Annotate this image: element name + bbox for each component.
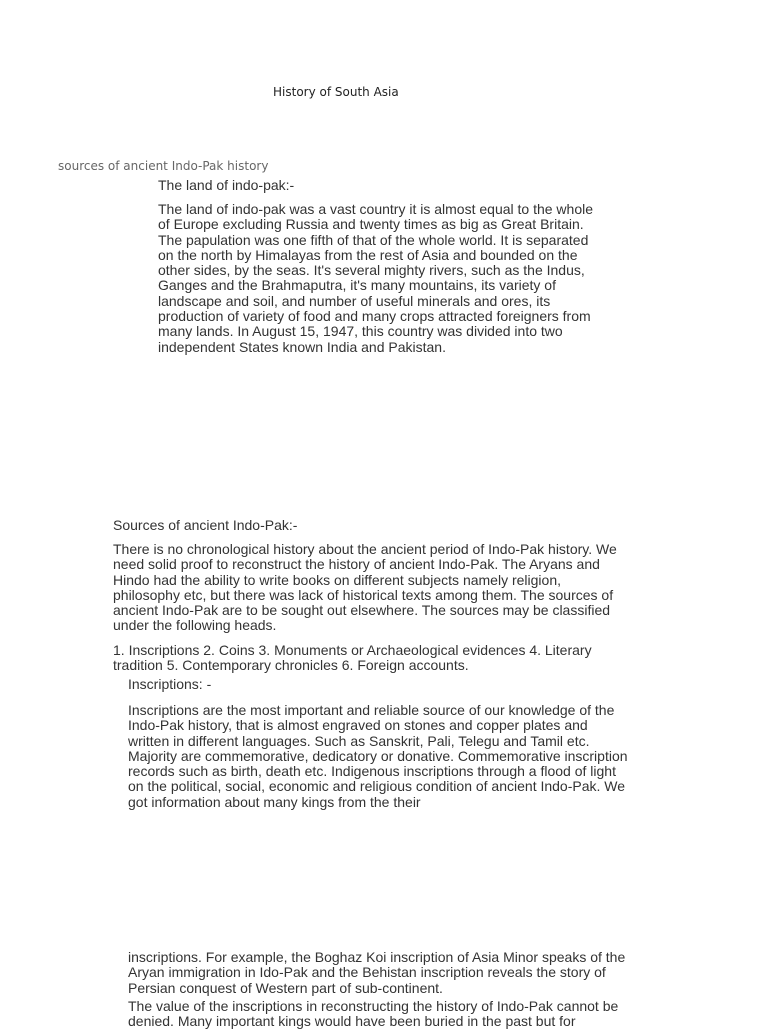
inscriptions-paragraph: Inscriptions are the most important and reliable source of our knowledge of the Indo-Pak history, that is almost engraved on stones and copper plates and written in different languages. Such as Sanskrit, Pali, Telegu and Tamil etc. Majority are commemorative, dedicatory or donative. Commemorative inscription records such as birth, death etc. Indigenous inscriptions through a flood of light on the political, social, economic and religious condition of ancient Indo-Pak. We got information about many kings from the their bbox=[128, 702, 628, 810]
inscriptions-continued-paragraph: inscriptions. For example, the Boghaz Koi inscription of Asia Minor speaks of the Aryan immigration in Ido-Pak and the Behistan inscription reveals the story of Persian conquest of Western part of sub-continent. bbox=[128, 949, 626, 996]
sources-heading: Sources of ancient Indo-Pak:- bbox=[113, 517, 298, 533]
inscriptions-heading: Inscriptions: - bbox=[128, 676, 212, 692]
land-paragraph: The land of indo-pak was a vast country it is almost equal to the whole of Europe excluding Russia and twenty times as big as Great Britain. The papulation was one fifth of that of the whole world. It is separated on the north by Himalayas from the rest of Asia and bounded on the other sides, by the seas. It's several mighty rivers, such as the Indus, Ganges and the Brahmaputra, it's many mountains, its variety of landscape and soil, and number of useful minerals and ores, its production of variety of food and many crops attracted foreigners from many lands. In August 15, 1947, this country was divided into two independent States known India and Pakistan. bbox=[158, 201, 594, 355]
sources-list: 1. Inscriptions 2. Coins 3. Monuments or Archaeological evidences 4. Literary tradition 5. Contemporary chronicles 6. Foreign accounts. bbox=[113, 642, 592, 674]
sources-paragraph: There is no chronological history about the ancient period of Indo-Pak history. We need solid proof to reconstruct the history of ancient Indo-Pak. The Aryans and Hindo had the ability to write books on different subjects namely religion, philosophy etc, but there was lack of historical texts among them. The sources of ancient Indo-Pak are to be sought out elsewhere. The sources may be classified under the following heads. bbox=[113, 541, 617, 634]
page-title: History of South Asia bbox=[273, 85, 399, 99]
inscriptions-value-paragraph: The value of the inscriptions in reconstructing the history of Indo-Pak cannot be denied. Many important kings would have been buried in the past but for bbox=[128, 998, 619, 1030]
land-heading: The land of indo-pak:- bbox=[158, 177, 295, 193]
document-subtitle: sources of ancient Indo-Pak history bbox=[58, 159, 269, 173]
